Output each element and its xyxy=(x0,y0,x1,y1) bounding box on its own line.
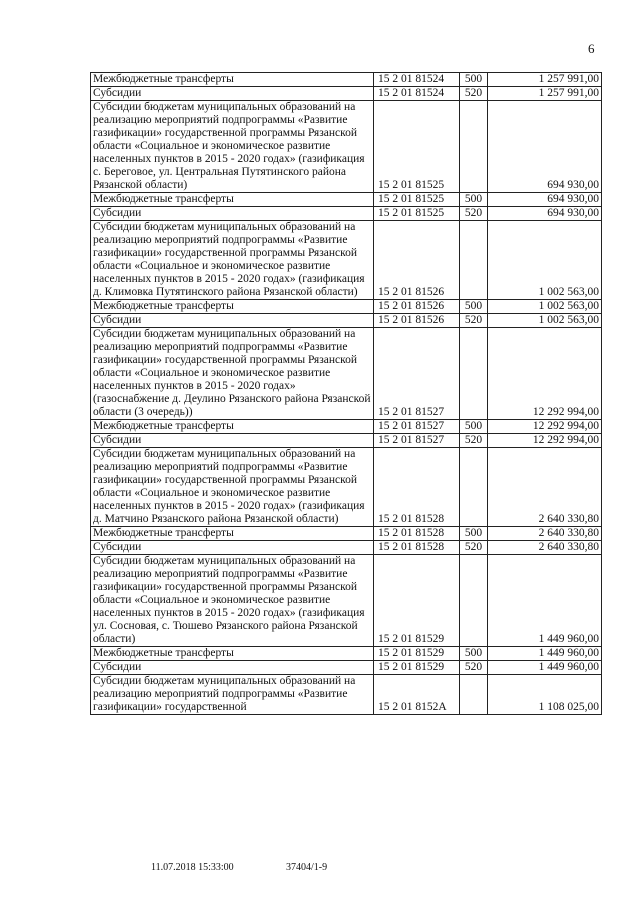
type-cell: 500 xyxy=(460,647,488,661)
type-cell: 520 xyxy=(460,541,488,555)
name-cell: Субсидии бюджетам муниципальных образований на реализацию мероприятий подпрограммы «Развитие газификации» государственной программы Рязанской области «Социальное и экономическое развитие населенных пунктов в 2015 - 2020 годах» (газификация д. Матчино Рязанского района Рязанской области) xyxy=(91,448,374,527)
code-cell: 15 2 01 81524 xyxy=(374,73,460,87)
type-cell xyxy=(460,328,488,420)
table-row xyxy=(91,647,602,661)
table-row xyxy=(91,314,602,328)
type-cell: 520 xyxy=(460,87,488,101)
code-cell: 15 2 01 81526 xyxy=(374,221,460,300)
name-cell: Межбюджетные трансферты xyxy=(91,73,374,87)
table-row xyxy=(91,87,602,101)
code-cell: 15 2 01 81529 xyxy=(374,661,460,675)
type-cell xyxy=(460,555,488,647)
table-row xyxy=(91,555,602,647)
budget-table-body xyxy=(91,73,602,715)
name-cell: Субсидии xyxy=(91,87,374,101)
type-cell: 500 xyxy=(460,73,488,87)
code-cell: 15 2 01 81525 xyxy=(374,207,460,221)
name-cell: Субсидии xyxy=(91,314,374,328)
table-row xyxy=(91,73,602,87)
table-row xyxy=(91,675,602,715)
type-cell: 500 xyxy=(460,193,488,207)
sum-cell: 694 930,00 xyxy=(488,193,602,207)
table-row xyxy=(91,434,602,448)
type-cell: 500 xyxy=(460,300,488,314)
code-cell: 15 2 01 81527 xyxy=(374,434,460,448)
type-cell: 520 xyxy=(460,314,488,328)
footer-doc-number: 37404/1-9 xyxy=(286,862,328,873)
code-cell: 15 2 01 81526 xyxy=(374,314,460,328)
code-cell: 15 2 01 81528 xyxy=(374,541,460,555)
name-cell: Субсидии бюджетам муниципальных образований на реализацию мероприятий подпрограммы «Развитие газификации» государственной xyxy=(91,675,374,715)
sum-cell: 2 640 330,80 xyxy=(488,527,602,541)
type-cell: 520 xyxy=(460,661,488,675)
sum-cell: 12 292 994,00 xyxy=(488,434,602,448)
table-row xyxy=(91,207,602,221)
page-number: 6 xyxy=(588,41,595,56)
code-cell: 15 2 01 81528 xyxy=(374,527,460,541)
name-cell: Субсидии xyxy=(91,434,374,448)
code-cell: 15 2 01 81524 xyxy=(374,87,460,101)
sum-cell: 1 449 960,00 xyxy=(488,647,602,661)
type-cell: 500 xyxy=(460,420,488,434)
name-cell: Субсидии xyxy=(91,207,374,221)
sum-cell: 12 292 994,00 xyxy=(488,420,602,434)
table-row xyxy=(91,193,602,207)
table-row xyxy=(91,328,602,420)
sum-cell: 694 930,00 xyxy=(488,207,602,221)
code-cell: 15 2 01 81525 xyxy=(374,101,460,193)
name-cell: Субсидии xyxy=(91,541,374,555)
table-row xyxy=(91,300,602,314)
table-row xyxy=(91,527,602,541)
name-cell: Межбюджетные трансферты xyxy=(91,647,374,661)
type-cell: 500 xyxy=(460,527,488,541)
table-row xyxy=(91,101,602,193)
sum-cell: 1 002 563,00 xyxy=(488,314,602,328)
code-cell: 15 2 01 81528 xyxy=(374,448,460,527)
sum-cell: 1 002 563,00 xyxy=(488,221,602,300)
sum-cell: 1 257 991,00 xyxy=(488,73,602,87)
code-cell: 15 2 01 81529 xyxy=(374,555,460,647)
name-cell: Субсидии бюджетам муниципальных образований на реализацию мероприятий подпрограммы «Развитие газификации» государственной программы Рязанской области «Социальное и экономическое развитие населенных пунктов в 2015 - 2020 годах» (газификация ул. Сосновая, с. Тюшево Рязанского района Рязанской области) xyxy=(91,555,374,647)
table-row xyxy=(91,661,602,675)
code-cell: 15 2 01 81527 xyxy=(374,420,460,434)
sum-cell: 2 640 330,80 xyxy=(488,448,602,527)
sum-cell: 694 930,00 xyxy=(488,101,602,193)
sum-cell: 12 292 994,00 xyxy=(488,328,602,420)
code-cell: 15 2 01 81526 xyxy=(374,300,460,314)
code-cell: 15 2 01 81525 xyxy=(374,193,460,207)
name-cell: Субсидии бюджетам муниципальных образований на реализацию мероприятий подпрограммы «Развитие газификации» государственной программы Рязанской области «Социальное и экономическое развитие населенных пунктов в 2015 - 2020 годах» (газификация д. Климовка Путятинского района Рязанской области) xyxy=(91,221,374,300)
type-cell: 520 xyxy=(460,434,488,448)
sum-cell: 1 449 960,00 xyxy=(488,555,602,647)
budget-table xyxy=(90,72,602,715)
type-cell xyxy=(460,221,488,300)
code-cell: 15 2 01 81529 xyxy=(374,647,460,661)
type-cell xyxy=(460,101,488,193)
table-row xyxy=(91,448,602,527)
name-cell: Межбюджетные трансферты xyxy=(91,420,374,434)
sum-cell: 1 449 960,00 xyxy=(488,661,602,675)
name-cell: Межбюджетные трансферты xyxy=(91,193,374,207)
code-cell: 15 2 01 81527 xyxy=(374,328,460,420)
type-cell xyxy=(460,675,488,715)
name-cell: Межбюджетные трансферты xyxy=(91,300,374,314)
table-row xyxy=(91,221,602,300)
name-cell: Субсидии xyxy=(91,661,374,675)
sum-cell: 1 257 991,00 xyxy=(488,87,602,101)
sum-cell: 1 002 563,00 xyxy=(488,300,602,314)
type-cell: 520 xyxy=(460,207,488,221)
name-cell: Межбюджетные трансферты xyxy=(91,527,374,541)
sum-cell: 2 640 330,80 xyxy=(488,541,602,555)
footer-timestamp: 11.07.2018 15:33:00 xyxy=(151,862,234,873)
sum-cell: 1 108 025,00 xyxy=(488,675,602,715)
name-cell: Субсидии бюджетам муниципальных образований на реализацию мероприятий подпрограммы «Развитие газификации» государственной программы Рязанской области «Социальное и экономическое развитие населенных пунктов в 2015 - 2020 годах» (газоснабжение д. Деулино Рязанского района Рязанской области (3 очередь)) xyxy=(91,328,374,420)
table-row xyxy=(91,541,602,555)
name-cell: Субсидии бюджетам муниципальных образований на реализацию мероприятий подпрограммы «Развитие газификации» государственной программы Рязанской области «Социальное и экономическое развитие населенных пунктов в 2015 - 2020 годах» (газификация с. Береговое, ул. Центральная Путятинского района Рязанской области) xyxy=(91,101,374,193)
code-cell: 15 2 01 8152А xyxy=(374,675,460,715)
table-row xyxy=(91,420,602,434)
type-cell xyxy=(460,448,488,527)
